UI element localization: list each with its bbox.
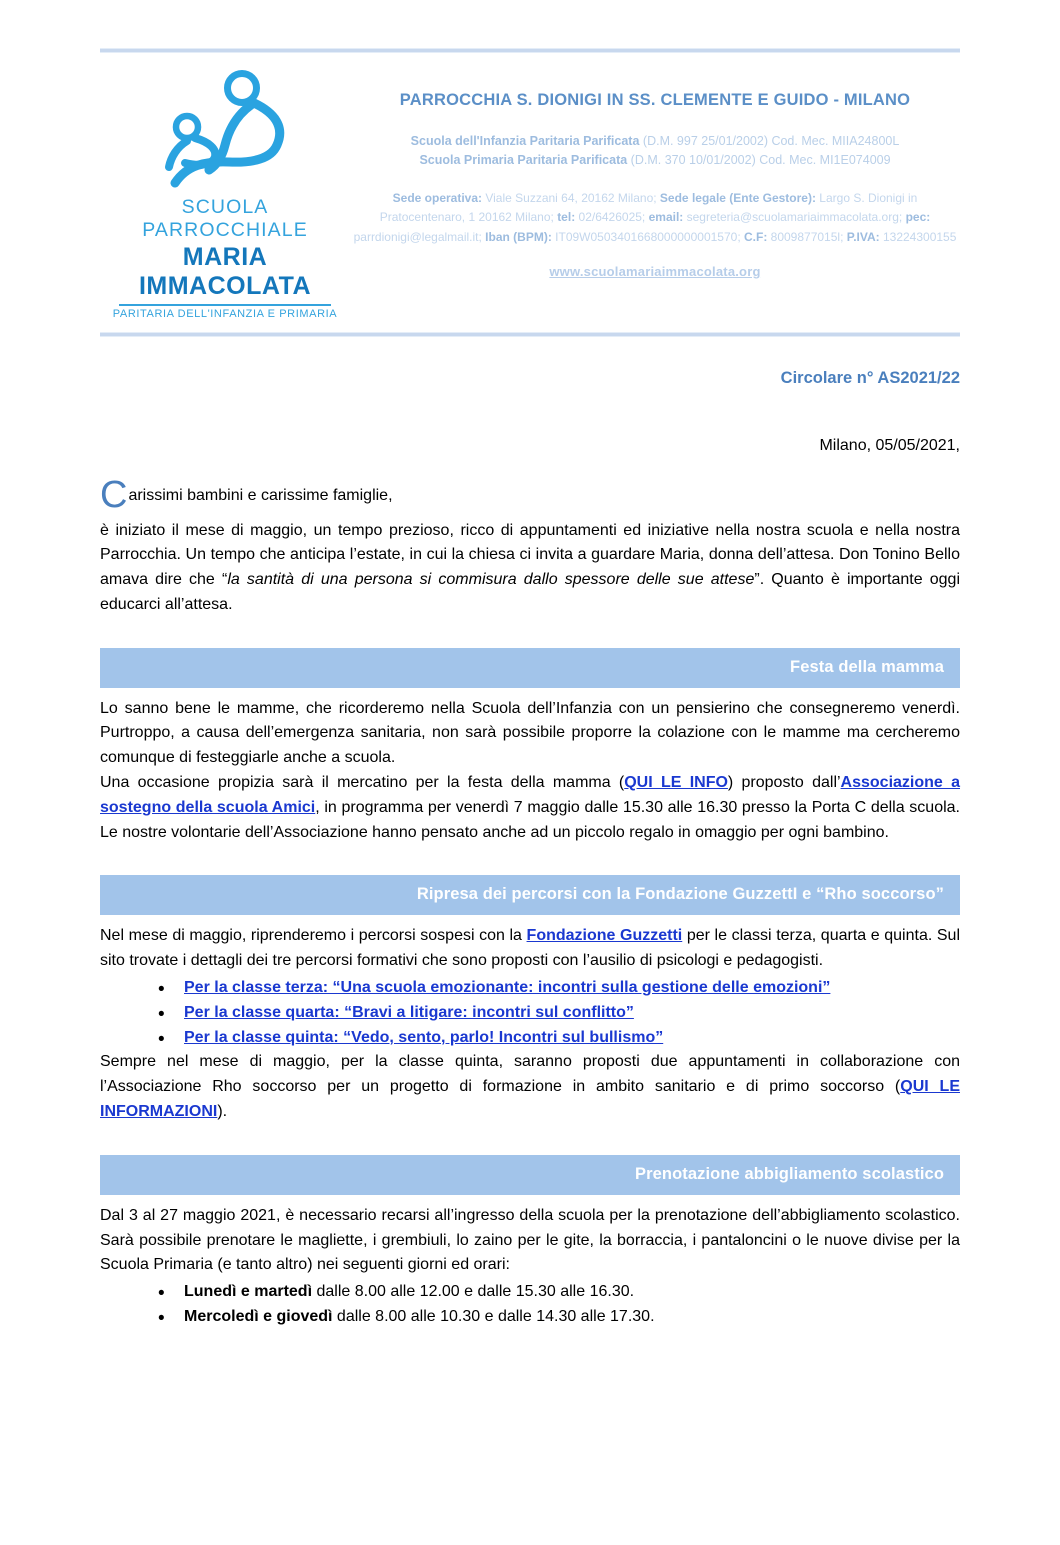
cf-label: C.F:	[744, 229, 768, 244]
section3-paragraph-1: Dal 3 al 27 maggio 2021, è necessario recarsi all’ingresso della scuola per la prenotazione dell’abbigliamento scolastico. Sarà possibile prenotare le magliette, i grembiuli, lo zaino per le gite, la borraccia, i pantaloncini o le nuove divise per la Scuola Primaria (e tanto altro) nei seguenti giorni ed orari:	[100, 1206, 960, 1274]
link-percorso-quarta[interactable]: Per la classe quarta: “Bravi a litigare: incontri sul conflitto”	[184, 1003, 634, 1021]
two-running-figures-icon	[125, 69, 325, 194]
list-item	[158, 1305, 960, 1330]
link-fondazione-guzzetti[interactable]: Fondazione Guzzetti	[526, 927, 683, 945]
s2-text-c: Sempre nel mese di maggio, per la classe quinta, saranno proposti due appuntamenti in collaborazione con l’Associazione Rho soccorso per un progetto di formazione in ambito sanitario e di primo soccorso (	[100, 1053, 960, 1096]
letterhead-text	[350, 61, 960, 279]
s2-text-d: ).	[217, 1103, 228, 1121]
section2-paragraph-2	[100, 1050, 960, 1124]
logo-divider	[119, 304, 331, 306]
link-qui-le-info[interactable]: QUI LE INFO	[624, 774, 728, 792]
header-bottom-rule	[100, 332, 960, 337]
primaria-detail: (D.M. 370 10/01/2002) Cod. Mec. MI1E074009	[627, 153, 891, 168]
sede-operativa-value: Viale Suzzani 64, 20162 Milano;	[482, 190, 660, 205]
intro-text-b: ”. Quanto è importante oggi educarci all’attesa.	[100, 571, 961, 613]
document-page	[0, 48, 1060, 1545]
list-item	[158, 1280, 960, 1305]
infanzia-detail: (D.M. 997 25/01/2002) Cod. Mec. MIIA24800L	[639, 134, 900, 148]
piva-label: P.IVA:	[846, 229, 880, 244]
website-link[interactable]: www.scuolamariaimmacolata.org	[549, 264, 761, 280]
infanzia-label: Scuola dell'Infanzia Paritaria Parificata	[410, 134, 640, 148]
logo-line-2: MARIA IMMACOLATA	[138, 243, 312, 300]
iban-value: IT09W0503401668000000001570;	[551, 229, 744, 244]
sede-legale-label: Sede legale (Ente Gestore):	[659, 190, 816, 205]
list-item	[158, 1001, 960, 1026]
s1-text-a: Una occasione propizia sarà il mercatino per la festa della mamma (	[100, 774, 625, 792]
s1-text-c: , in programma per venerdì 7 maggio dalle 15.30 alle 16.30 presso la Porta C della scuola. Le nostre volontarie dell’Associazione hanno pensato anche ad un piccolo regalo in omaggio per ogni bambino.	[100, 798, 960, 841]
section1-paragraph-2	[100, 771, 960, 845]
link-percorso-quinta[interactable]: Per la classe quinta: “Vedo, sento, parlo! Incontri sul bullismo”	[184, 1028, 664, 1046]
link-associazione-amici[interactable]: Associazione a sostegno della scuola Amici	[100, 774, 960, 816]
s1-text-b: ) proposto dall’	[727, 774, 841, 792]
greeting-line	[100, 474, 960, 516]
tel-value: 02/6426025;	[575, 210, 649, 225]
s2-text-b: per le classi terza, quarta e quinta. Sul sito trovate i dettagli dei tre percorsi formativi che sono proposti con l’ausilio di psicologi e pedagogisti.	[100, 927, 961, 970]
list-item	[158, 1026, 960, 1051]
intro-paragraph	[100, 519, 960, 618]
section1-paragraph-1: Lo sanno bene le mamme, che ricorderemo nella Scuola dell’Infanzia con un pensierino che consegneremo venerdì. Purtroppo, a causa dell’emergenza sanitaria, non sarà possibile proporre la colazione con le mamme ma cercheremo comunque di festeggiarle anche a scuola.	[100, 699, 960, 767]
orari-giorni-2: Mercoledì e giovedì	[184, 1308, 333, 1326]
pec-label: pec:	[905, 210, 931, 225]
section2-bullet-list	[100, 976, 960, 1050]
greeting-text: arissimi bambini e carissime famiglie,	[128, 487, 393, 504]
s2-text-a: Nel mese di maggio, riprenderemo i percorsi sospesi con la	[100, 927, 527, 945]
orari-giorni-1: Lunedì e martedì	[184, 1283, 313, 1301]
letterhead	[100, 53, 960, 320]
cf-value: 8009877015l;	[767, 229, 847, 244]
sede-operativa-label: Sede operativa:	[392, 190, 483, 205]
email-label: email:	[648, 210, 684, 225]
orari-valore-2: dalle 8.00 alle 10.30 e dalle 14.30 alle 17.30.	[332, 1308, 655, 1326]
email-value: segreteria@scuolamariaimmacolata.org;	[683, 210, 906, 225]
school-logo	[100, 61, 350, 320]
orari-valore-1: dalle 8.00 alle 12.00 e dalle 15.30 alle 16.30.	[312, 1283, 635, 1301]
link-percorso-terza[interactable]: Per la classe terza: “Una scuola emozionante: incontri sulla gestione delle emozioni”	[184, 979, 831, 997]
sede-legale-value: Largo S. Dionigi in Pratocentenaro, 1 20162 Milano;	[379, 190, 918, 225]
intro-text-a: è iniziato il mese di maggio, un tempo prezioso, ricco di appuntamenti ed iniziative nella nostra scuola e nella nostra Parrocchia. Un tempo che anticipa l’estate, in cui la chiesa ci invita a guardare Maria, donna dell’attesa. Don Tonino Bello amava dire che “	[100, 521, 960, 589]
section2-paragraph-1	[100, 924, 960, 974]
logo-line-3: PARITARIA DELL'INFANZIA E PRIMARIA	[112, 308, 338, 320]
pec-value: parrdionigi@legalmail.it;	[353, 229, 486, 244]
link-qui-le-informazioni[interactable]: QUI LE INFORMAZIONI	[100, 1078, 960, 1121]
primaria-label: Scuola Primaria Paritaria Parificata	[419, 153, 628, 168]
tel-label: tel:	[557, 210, 576, 225]
drop-cap: C	[100, 474, 128, 516]
list-item	[158, 976, 960, 1001]
contact-block	[350, 189, 960, 247]
city-date: Milano, 05/05/2021,	[819, 437, 960, 454]
logo-line-1: SCUOLA PARROCCHIALE	[142, 196, 308, 241]
piva-value: 13224300155	[879, 229, 957, 244]
iban-label: Iban (BPM):	[485, 229, 552, 244]
section3-bullet-list	[100, 1280, 960, 1330]
circular-number: Circolare n° AS2021/22	[780, 369, 960, 387]
school-accreditation	[350, 132, 960, 171]
section-band-prenotazione-abbigliamento: Prenotazione abbigliamento scolastico	[100, 1155, 960, 1195]
parish-title: PARROCCHIA S. DIONIGI IN SS. CLEMENTE E GUIDO - MILANO	[399, 91, 911, 109]
section-band-fondazione-guzzetti: Ripresa dei percorsi con la Fondazione GuzzettI e “Rho soccorso”	[100, 875, 960, 915]
intro-quote: la santità di una persona si commisura dallo spessore delle sue attese	[227, 571, 755, 589]
section-band-festa-della-mamma: Festa della mamma	[100, 648, 960, 688]
